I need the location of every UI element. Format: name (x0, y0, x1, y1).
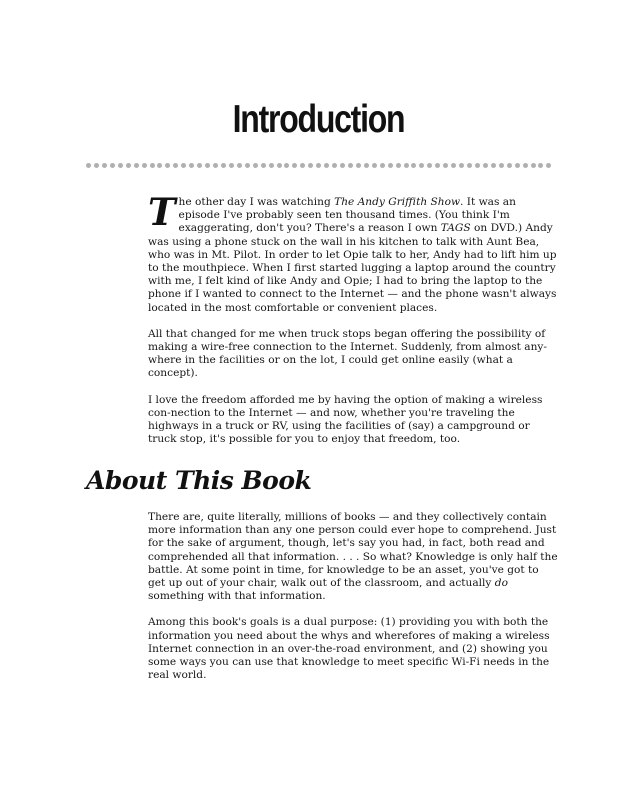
intro-section (148, 190, 558, 459)
intro-paragraph-3: I love the freedom afforded me by having the option of making a wireless con-nection to the Internet — and now, whether you're traveling the highways in a truck or RV, using the facilities of (say) a campground or truck stop, it's possible for you to enjoy that freedom, too. (148, 393, 543, 446)
about-paragraph-1: There are, quite literally, millions of books — and they collectively contain more information than any one person could ever hope to comprehend. Just for the sake of argument, though, let's say you had, in fact, both read and comprehended all that information. . . . So what? Knowledge is only half the battle. At some point in time, for knowledge to be an asset, you've got to get up out of your chair, walk out of the classroom, and actually do something with that information. (148, 511, 558, 603)
chapter-title: Introduction (232, 98, 405, 141)
section-heading-about: About This Book (86, 466, 312, 495)
about-paragraph-2: Among this book's goals is a dual purpose: (1) providing you with both the information you need about the whys and wherefores of making a wireless Internet connection in an over-the-road environment, and (2) showing you some ways you can use that knowledge to meet specific Wi-Fi needs in the real world. (148, 616, 550, 682)
intro-paragraph-1: The other day I was watching The Andy Griffith Show. It was an episode I've probably seen ten thousand times. (You think I'm exaggerating, don't you? There's a reason I own TAGS on DVD.) Andy was using a phone stuck on the wall in his kitchen to talk with Aunt Bea, who was in Mt. Pilot. In order to let Opie talk to her, Andy had to lift him up to the mouthpiece. When I first started lugging a laptop around the country with me, I felt kind of like Andy and Opie; I had to bring the laptop to the phone if I wanted to connect to the Internet — and the phone wasn't always located in the most comfortable or convenient places. (148, 190, 557, 314)
emphasis-do: do (494, 577, 508, 590)
about-section (148, 511, 558, 695)
show-title: The Andy Griffith Show (334, 196, 461, 208)
drop-cap: T (148, 190, 176, 234)
dvd-title: TAGS (440, 222, 471, 235)
intro-paragraph-2: All that changed for me when truck stops began offering the possibility of making a wire-free connection to the Internet. Suddenly, from almost any-where in the facilities or on the lot, I could get online easily (what a concept). (148, 327, 547, 380)
dotted-divider (86, 160, 552, 170)
